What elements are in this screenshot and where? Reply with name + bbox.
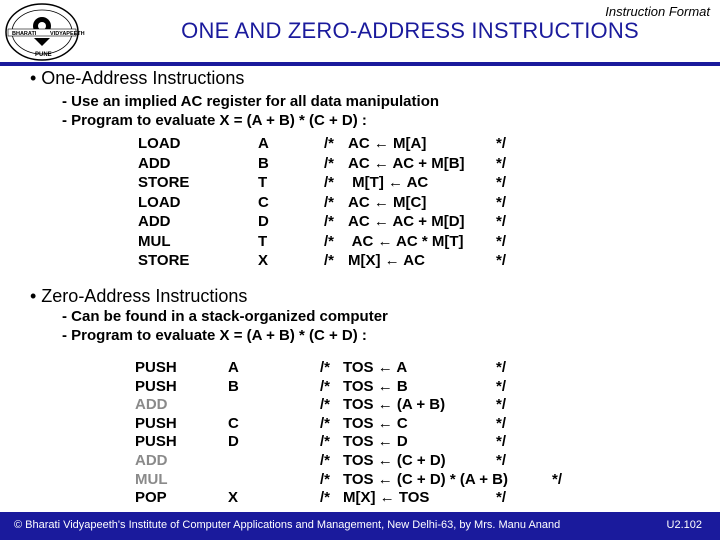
instruction-row <box>0 174 720 194</box>
instruction-row <box>0 194 720 214</box>
operand: C <box>228 414 239 432</box>
operand: T <box>258 174 268 191</box>
comment-close: */ <box>496 232 507 250</box>
comment-close: */ <box>496 396 507 414</box>
comment-text: TOS ← A <box>343 359 408 376</box>
comment-close: */ <box>496 377 507 395</box>
comment-open: /* <box>320 470 331 488</box>
comment-text: TOS ← D <box>343 433 408 451</box>
comment-open: /* <box>324 154 335 172</box>
comment-text: AC ← M[A] <box>348 135 427 152</box>
one-address-heading: • One-Address Instructions <box>30 68 245 88</box>
comment-open: /* <box>324 213 335 230</box>
instruction-row <box>0 452 720 472</box>
page-number: U2.102 <box>666 519 702 531</box>
operand: T <box>258 232 268 250</box>
comment-close: */ <box>496 135 507 152</box>
instruction-row <box>0 233 720 253</box>
opcode: STORE <box>138 174 190 191</box>
operand: B <box>228 377 239 395</box>
comment-open: /* <box>324 135 335 152</box>
comment-close: */ <box>496 154 507 172</box>
comment-close: */ <box>496 489 507 507</box>
one-address-program: - Program to evaluate X = (A + B) * (C + D) : <box>62 112 367 129</box>
comment-close: */ <box>496 174 507 191</box>
comment-close: */ <box>552 470 563 488</box>
opcode: STORE <box>138 252 190 269</box>
instruction-row <box>0 135 720 155</box>
zero-address-heading: • Zero-Address Instructions <box>30 286 248 306</box>
opcode: LOAD <box>138 193 181 211</box>
instruction-row <box>0 252 720 272</box>
comment-close: */ <box>496 359 507 376</box>
instruction-row <box>0 359 720 379</box>
operand: C <box>258 193 269 211</box>
instruction-row <box>0 378 720 398</box>
comment-open: /* <box>320 414 331 432</box>
instruction-row <box>0 396 720 416</box>
zero-address-program: - Program to evaluate X = (A + B) * (C + D) : <box>62 327 367 344</box>
opcode: LOAD <box>138 135 181 152</box>
opcode: PUSH <box>135 377 177 395</box>
comment-open: /* <box>320 452 331 469</box>
comment-open: /* <box>324 252 335 269</box>
comment-close: */ <box>496 452 507 469</box>
opcode: PUSH <box>135 414 177 432</box>
comment-text: AC ← AC + M[D] <box>348 213 465 230</box>
footer-bar <box>0 512 720 540</box>
opcode: ADD <box>135 396 168 414</box>
comment-open: /* <box>320 396 331 414</box>
comment-open: /* <box>324 174 335 191</box>
logo-text-bottom: PUNE <box>35 52 52 58</box>
comment-open: /* <box>320 377 331 395</box>
comment-text: TOS ← B <box>343 377 408 395</box>
zero-address-desc: - Can be found in a stack-organized computer <box>62 308 388 325</box>
operand: D <box>258 213 269 230</box>
operand: A <box>258 135 269 152</box>
comment-text: TOS ← (C + D) * (A + B) <box>343 470 509 488</box>
comment-close: */ <box>496 433 507 451</box>
operand: B <box>258 154 269 172</box>
comment-text: AC ← AC + M[B] <box>348 154 465 172</box>
comment-text: AC ← AC * M[T] <box>348 232 464 250</box>
instruction-row <box>0 471 720 491</box>
comment-text: M[X] ← AC <box>348 252 425 269</box>
comment-text: M[T] ← AC <box>348 174 429 191</box>
footer-credit: © Bharati Vidyapeeth's Institute of Computer Applications and Management, New Delhi-63, by Mrs. Manu Anand <box>14 519 561 531</box>
comment-text: TOS ← (A + B) <box>343 396 446 414</box>
comment-text: AC ← M[C] <box>348 193 427 211</box>
comment-open: /* <box>324 193 335 211</box>
opcode: ADD <box>138 154 171 172</box>
logo-text-right: VIDYAPEETH <box>50 31 85 37</box>
comment-close: */ <box>496 252 507 269</box>
instruction-row <box>0 213 720 233</box>
comment-open: /* <box>320 489 331 507</box>
comment-text: M[X] ← TOS <box>343 489 430 507</box>
logo-text-left: BHARATI <box>12 31 37 37</box>
instruction-row <box>0 155 720 175</box>
comment-open: /* <box>320 433 331 451</box>
comment-open: /* <box>324 232 335 250</box>
instruction-row <box>0 489 720 509</box>
opcode: MUL <box>138 232 171 250</box>
comment-text: TOS ← C <box>343 414 408 432</box>
opcode: ADD <box>138 213 171 230</box>
opcode: MUL <box>135 470 168 488</box>
opcode: ADD <box>135 452 168 469</box>
opcode: PUSH <box>135 433 177 451</box>
operand: X <box>258 252 269 269</box>
section-tag: Instruction Format <box>605 4 710 19</box>
operand: X <box>228 489 239 507</box>
title-rule <box>0 62 720 66</box>
comment-close: */ <box>496 213 507 230</box>
opcode: POP <box>135 489 167 507</box>
operand: A <box>228 359 239 376</box>
opcode: PUSH <box>135 359 177 376</box>
operand: D <box>228 433 239 451</box>
one-address-desc: - Use an implied AC register for all data manipulation <box>62 93 440 110</box>
instruction-row <box>0 433 720 453</box>
comment-close: */ <box>496 414 507 432</box>
instruction-row <box>0 415 720 435</box>
comment-open: /* <box>320 359 331 376</box>
comment-text: TOS ← (C + D) <box>343 452 446 469</box>
slide-title: ONE AND ZERO-ADDRESS INSTRUCTIONS <box>181 18 639 43</box>
institute-logo <box>4 2 85 62</box>
comment-close: */ <box>496 193 507 211</box>
